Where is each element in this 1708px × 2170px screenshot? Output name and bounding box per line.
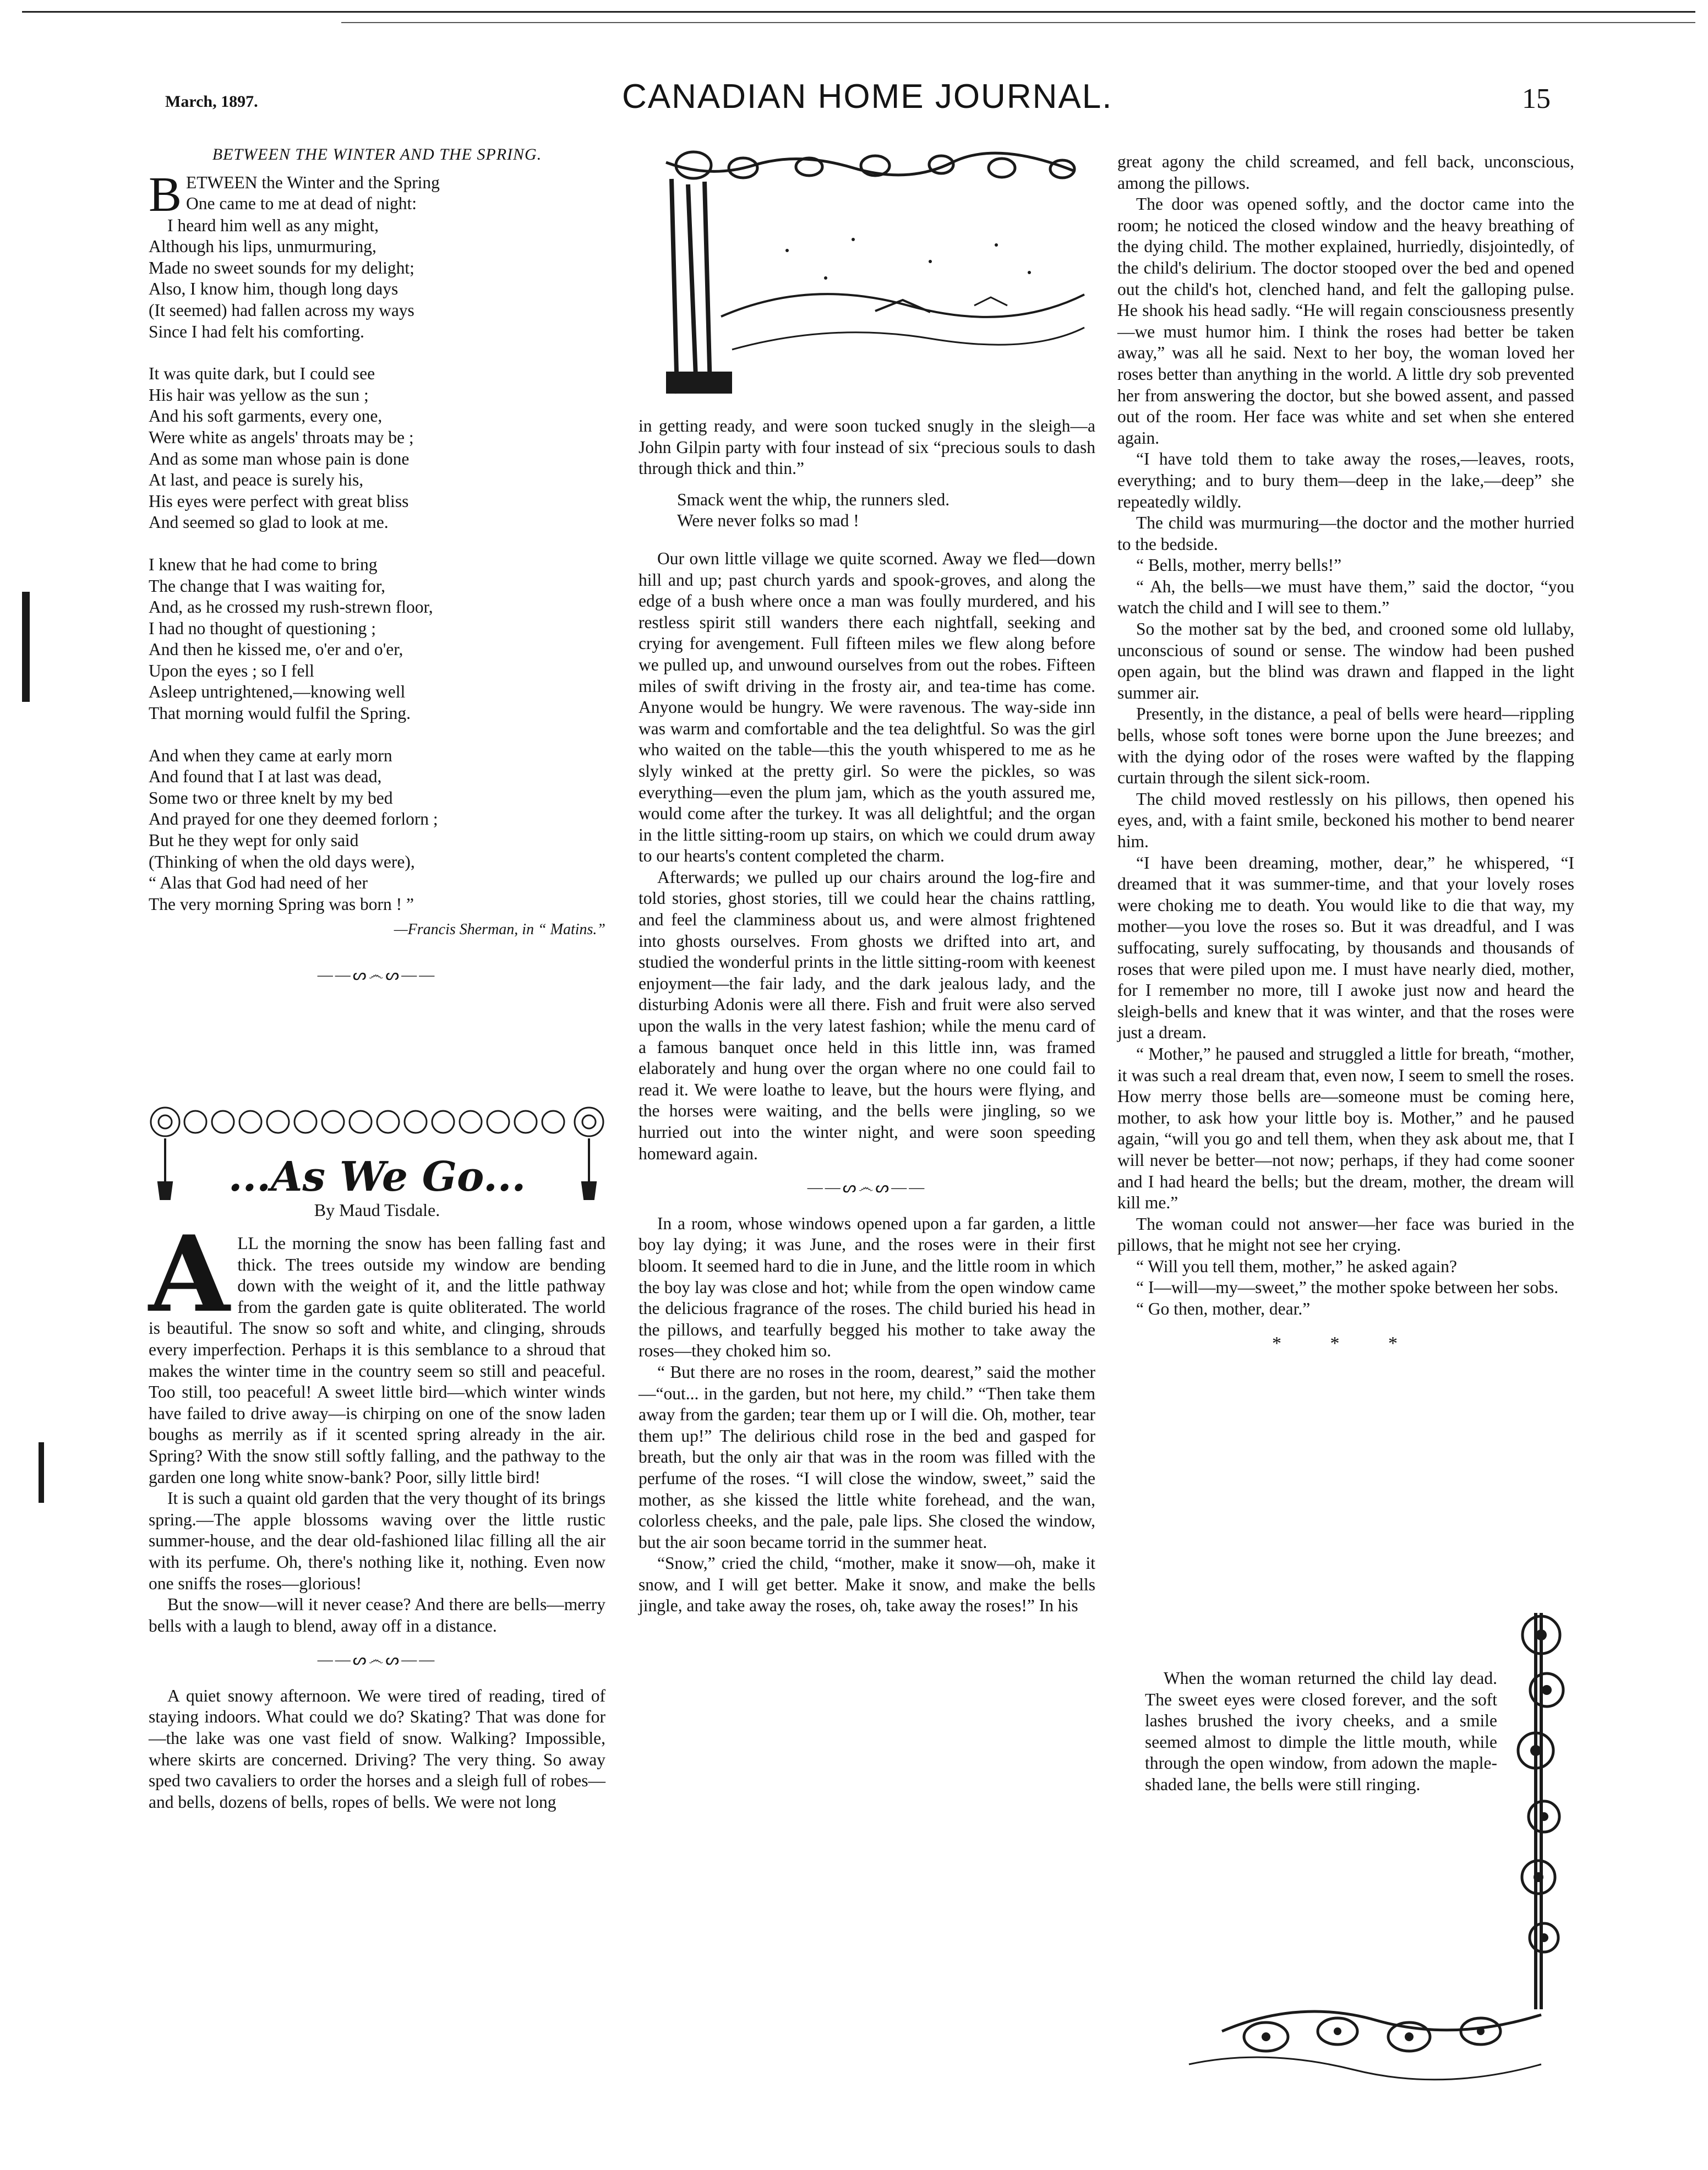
margin-mark [39,1442,44,1503]
poem-title: BETWEEN THE WINTER AND THE SPRING. [212,145,542,163]
poem-credit: —Francis Sherman, in “ Matins.” [394,921,605,939]
poem-line: The very morning Spring was born ! ” [149,894,414,914]
story-paragraph: “ Go then, mother, dear.” [1136,1299,1311,1319]
poem-line: I had no thought of questioning ; [149,618,376,638]
story-paragraph [149,1213,605,1488]
story-column-3 [1117,151,1574,1365]
poem-line: “ Alas that God had need of her [149,873,368,893]
drop-cap-b: B [149,167,182,222]
poem-stanza [149,363,605,533]
story-paragraph: When the woman returned the child lay dead. The sweet eyes were closed forever, and the soft lashes brushed the ivory cheeks, and a smile seemed almost to dimple the little mouth, while through the open window, from adown the maple-shaded lane, the bells were still ringing. [1145,1669,1497,1794]
story-title: ...As We Go... [228,1153,526,1201]
poem-stanza [149,167,605,343]
story-paragraph: “I have told them to take away the roses,—leaves, roots, everything; and to bury them—deep in the lake,—deep” she repeatedly wildly. [1117,449,1574,511]
poem-line: And, as he crossed my rush-strewn floor, [149,597,433,617]
poem-line: Made no sweet sounds for my delight; [149,258,414,277]
poem-line: His eyes were perfect with great bliss [149,491,409,511]
section-divider: ——ᔕ෴ᔕ—— [807,1179,927,1197]
poem-stanza [149,554,605,724]
story-paragraph: “ Bells, mother, merry bells!” [1136,555,1342,575]
quoted-verse [639,489,1095,532]
top-rule-secondary [341,22,1695,23]
poem-line: One came to me at dead of night: [186,194,417,214]
story-paragraph: great agony the child screamed, and fell back, unconscious, among the pillows. [1117,152,1574,193]
story-paragraph: But the snow—will it never cease? And there are bells—merry bells with a laugh to blend, away off in a distance. [149,1595,605,1635]
poem-line: Also, I know him, though long days [149,279,399,299]
poem-line: And his soft garments, every one, [149,406,383,426]
poem-line: And seemed so glad to look at me. [149,512,389,532]
issue-date: March, 1897. [165,92,258,111]
poem-line: Some two or three knelt by my bed [149,788,393,808]
poem-line: His hair was yellow as the sun ; [149,385,369,405]
poem-line: And found that I at last was dead, [149,767,382,787]
story-paragraph: So the mother sat by the bed, and crooned some old lullaby, unconscious of sound or sense. The window had been pushed open again, but the blind was drawn and flapped in the light summer air. [1117,619,1574,702]
poem-body [149,167,605,915]
margin-mark [22,592,30,702]
story-paragraph: in getting ready, and were soon tucked snugly in the sleigh—a John Gilpin party with four instead of six “precious souls to dash through thick and thin.” [639,416,1095,478]
top-rule [22,11,1695,13]
story-paragraph: “ But there are no roses in the room, dearest,” said the mother—“out... in the garden, but not here, my child.” “Then take them away from the garden; tear them up or I will die. Oh, mother, tear them up!” The delirious child rose in the bed and gasped for breath, but the only air that was in the room was filled with the perfume of the roses. “I will close the window, sweet,” said the mother, as she kissed the little white forehead, and the wan, colorless cheeks, and the pale, pale lips. She closed the window, but the air soon became torrid in the summer heat. [639,1362,1095,1552]
page-number: 15 [1522,83,1551,115]
section-divider: ——ᔕ෴ᔕ—— [317,967,437,984]
ornamental-border-band [149,1105,605,1138]
poem-line: Although his lips, unmurmuring, [149,237,376,257]
story-paragraph: “ Will you tell them, mother,” he asked again? [1136,1256,1457,1276]
verse-line: Were never folks so mad ! [677,511,859,531]
verse-line: Smack went the whip, the runners sled. [677,489,950,509]
story-paragraph: Afterwards; we pulled up our chairs around the log-fire and told stories, ghost stories, till we could hear the chains rattling, and feel the clamminess about us, and were almost frightened into ghosts ourselves. From ghosts we drifted into art, and studied the wonderful prints in the little sitting-room with keenest enjoyment—the fair lady, and the dark jealous lady, and the disturbing Adonis were all there. Fish and fruit were also served upon the walls in the very latest fashion; while the menu card of a famous banquet once held in this little inn, was framed elaborately and hung over the organ where no one could fail to read it. We were loathe to leave, but the hours were flying, and the horses were waiting, and the bells were jingling, so we hurried out into the winter night, and were soon speeding homeward again. [639,867,1095,1163]
story-paragraph: A quiet snowy afternoon. We were tired of reading, tired of staying indoors. What could we do? Skating? That was done for—the lake was one vast field of snow. Walking? Impossible, where skirts are concerned. Driving? The very thing. So away sped two cavaliers to order the horses and a sleigh full of robes—and bells, dozens of bells, ropes of bells. We were not long [149,1686,605,1812]
poem-line: I heard him well as any might, [167,215,379,235]
poem-line: It was quite dark, but I could see [149,364,375,384]
poem-line: Upon the eyes ; so I fell [149,661,314,680]
story-byline: By Maud Tisdale. [314,1200,440,1220]
paragraph-text: LL the morning the snow has been falling fast and thick. The trees outside my window are bending down with the weight of it, and the little pathway from the garden gate is quite obliterated. The world is beautiful. The snow so soft and white, and clinging, shrouds every imperfection. Perhaps it is this semblance to a shroud that makes the winter time in the country seem so still and peaceful. Too still, too peaceful! A sweet little bird—which winter winds have failed to drive away—is chirping on one of the snow laden boughs as merrily as if it scented spring already in the air. Spring? With the snow still softly falling, and the pathway to the garden one long white snow-bank? Poor, silly little bird! [149,1234,605,1487]
story-paragraph: The child was murmuring—the doctor and the mother hurried to the bedside. [1117,513,1574,554]
section-divider: ——ᔕ෴ᔕ—— [317,1651,437,1669]
poem-line: And prayed for one they deemed forlorn ; [149,809,438,829]
story-paragraph: The child moved restlessly on his pillows, then opened his eyes, and, with a faint smile, beckoned his mother to bend nearer him. [1117,789,1574,851]
story-paragraph: “I have been dreaming, mother, dear,” he whispered, “I dreamed that it was summer-time, and that your lovely roses were choking me to death. You would like to die that way, my mother—you love the roses so. But it was dreadful, and I was suffocating, surely suffocating, by thousands and thousands of roses that were piled upon me. I must have nearly died, mother, for I remember no more, till I awoke just now and heard the sleigh-bells and knew that it was winter, and that the roses were just a dream. [1117,853,1574,1043]
poem-line: The change that I was waiting for, [149,576,385,596]
poem-line: Asleep untrightened,—knowing well [149,682,406,702]
journal-title: CANADIAN HOME JOURNAL. [622,78,1113,116]
story-paragraph: Our own little village we quite scorned. Away we fled—down hill and up; past church yards and spook-groves, and along the edge of a bush where once a man was foully murdered, and his restless spirit still wanders there each nightfall, seeking and crying for avengement. Full fifteen miles we flew along before we pulled up, and unwound ourselves from out the robes. Fifteen miles of swift driving in the frosty air, and tea-time has come. Anyone would be hungry. We were ravenous. The way-side inn was warm and comfortable and the tea delightful. So was the girl who waited on the table—this the youth whispered to me as he slyly winked at the pretty girl. So were the pickles, so was everything—even the plum jam, which as the youth assured me, would come after the turkey. It was all delightful; and the organ in the little sitting-room up stairs, on which we could drum away to our hearts's content completed the charm. [639,548,1095,866]
poem-line: (It seemed) had fallen across my ways [149,300,414,320]
poem-line: ETWEEN the Winter and the Spring [186,172,440,192]
story-paragraph: “ I—will—my—sweet,” the mother spoke between her sobs. [1136,1278,1559,1297]
poem-line: But he they wept for only said [149,831,359,850]
story-paragraph: In a room, whose windows opened upon a far garden, a little boy lay dying; it was June, and the roses were in their first bloom. It seemed hard to die in June, and the little room in which the boy lay was close and hot; while from the open window came the delicious fragrance of the roses. The child buried his head in the pillows, and tearfully begged his mother to take away the roses—they choked him so. [639,1213,1095,1361]
poem-line: And when they came at early morn [149,745,392,765]
poem-stanza [149,745,605,915]
story-paragraph: “ Ah, the bells—we must have them,” said the doctor, “you watch the child and I will see to them.” [1117,576,1574,618]
section-stars: * * * [1272,1333,1420,1354]
story-paragraph: It is such a quaint old garden that the very thought of its brings spring.—The apple blossoms waving over the little rustic summer-house, and the dear old-fashioned lilac filling all the air with its perfume. Oh, there's nothing like it, nothing. Even now one sniffs the roses—glorious! [149,1489,605,1593]
story-column-2 [639,416,1095,1617]
story-paragraph: Presently, in the distance, a peal of bells were heard—rippling bells, whose soft tones were borne upon the June breezes; and with the dying odor of the roses were wafted by the flapping curtain through the silent sick-room. [1117,704,1574,788]
poem-line: At last, and peace is surely his, [149,470,364,490]
story-paragraph: “ Mother,” he paused and struggled a little for breath, “mother, it was such a real dream that, even now, I seem to smell the roses. How merry those bells are—someone must be coming here, mother, to ask how your little boy is. Mother,” and he paused again, “will you go and tell them, when they ask about me, that I will never be better—not now; perhaps, if they had come sooner and I had heard the bells; but the dream, mother, the dream will kill me.” [1117,1044,1574,1213]
story-paragraph: The woman could not answer—her face was buried in the pillows, that he might not see her crying. [1117,1214,1574,1255]
poem-line: And as some man whose pain is done [149,449,410,468]
poem-line: Were white as angels' throats may be ; [149,427,414,447]
poem-line: That morning would fulfil the Spring. [149,704,411,723]
story-paragraph: The door was opened softly, and the doctor came into the room; he noticed the closed window and the heavy breathing of the dying child. The mother explained, hurriedly, disjointedly, of the child's delirium. The doctor stooped over the bed and opened out the child's hot, clenched hand, and felt the galloping pulse. He shook his head sadly. “He will regain consciousness presently—we must humor him. I think the roses had better be taken away,” was all he said. Next to her boy, the woman loved her roses better than anything in the world. A little dry sob prevented her from answering the doctor, but she bowed assent, and passed out of the room. Her face was white and set when she entered again. [1117,194,1574,448]
poem-line: And then he kissed me, o'er and o'er, [149,640,403,659]
story-paragraph: “Snow,” cried the child, “mother, make it snow—oh, make it snow, and I will get better. Make it snow, and make the bells jingle, and take away the roses, oh, take away the roses!” In his [639,1553,1095,1616]
drop-cap-a: A [149,1213,230,1335]
poem-line: I knew that he had come to bring [149,554,378,574]
floral-corner-border [1156,1613,1574,2092]
poem-line: (Thinking of when the old days were), [149,852,415,871]
poem-block [149,144,605,986]
winter-landscape-illustration [644,140,1095,399]
story-column-1 [149,1213,605,1813]
poem-line: Since I had felt his comforting. [149,321,364,341]
